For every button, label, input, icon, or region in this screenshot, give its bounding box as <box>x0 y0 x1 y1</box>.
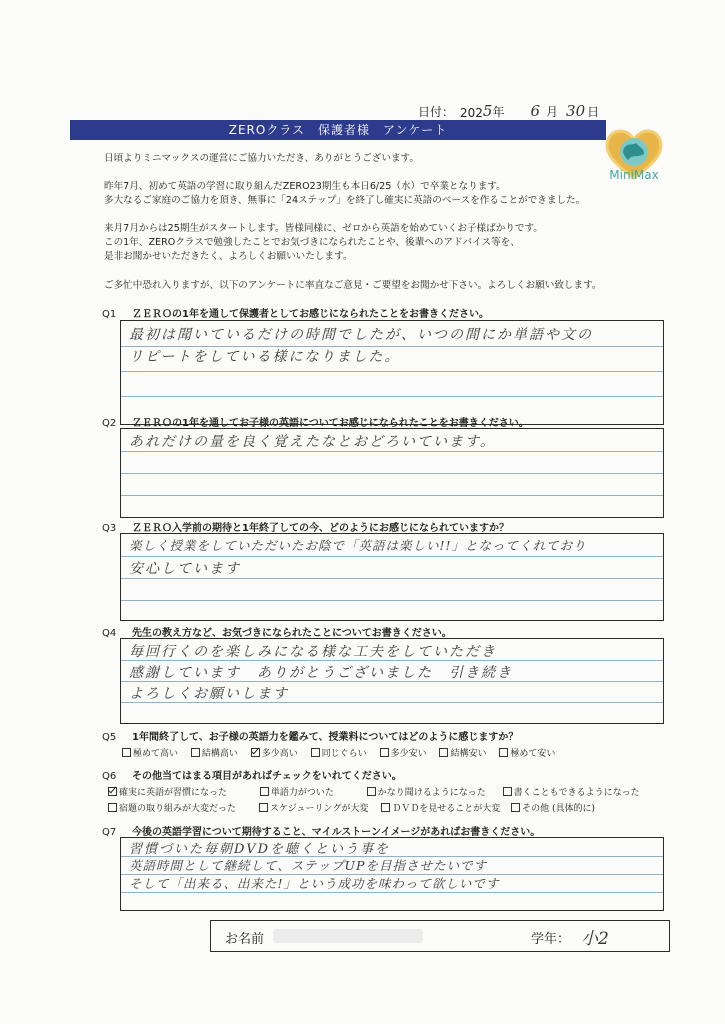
q7-number: Q7 <box>102 827 117 838</box>
q5-option[interactable]: 多少安い <box>380 749 427 759</box>
q5-option[interactable]: 極めて安い <box>499 749 555 759</box>
q3-heading <box>102 519 509 534</box>
date-month-written: 6 <box>530 102 541 120</box>
q1-number: Q1 <box>102 309 117 320</box>
intro-p2a: 昨年7月、初めて英語の学習に取り組んだZERO23期生も本日6/25（水）で卒業となります。 <box>104 181 506 192</box>
q6-number: Q6 <box>102 771 117 782</box>
q6-option-checked[interactable]: 確実に英語が習慣になった <box>108 788 227 798</box>
q6-options-row1 <box>108 785 650 798</box>
page-title: ZEROクラス 保護者様 アンケート <box>70 120 606 140</box>
q6-option[interactable]: その他 (具体的に) <box>511 804 595 814</box>
q3-answer-box[interactable] <box>120 533 664 621</box>
date-day-written: 30 <box>566 102 586 120</box>
q4-answer-line1: 毎回行くのを楽しみになる様な工夫をしていただき <box>129 644 497 660</box>
q7-answer-box[interactable] <box>120 837 664 911</box>
date-line <box>418 100 658 120</box>
q5-options <box>122 746 565 759</box>
q5-heading <box>102 728 518 743</box>
name-grade-box <box>210 920 670 952</box>
q5-option[interactable]: 結構安い <box>439 749 486 759</box>
intro-p3b: この1年、ZEROクラスで勉強したことでお気づきになられたことや、後輩へのアドバイス等を、 <box>104 237 520 248</box>
date-year-written: 5 <box>482 102 493 120</box>
intro-p3a: 来月7月からは25期生がスタートします。皆様同様に、ゼロから英語を始めていくお子様ばかりです。 <box>104 223 543 234</box>
checkbox-icon[interactable] <box>380 748 389 757</box>
q7-text: 今後の英語学習について期待すること、マイルストーンイメージがあればお書きください。 <box>132 827 541 838</box>
q1-answer-box[interactable] <box>120 320 664 425</box>
q4-answer-line3: よろしくお願いします <box>129 686 289 702</box>
name-label: お名前 <box>225 932 265 947</box>
q5-text: 1年間終了して、お子様の英語力を鑑みて、授業料についてはどのように感じますか？ <box>132 732 519 743</box>
checkbox-icon[interactable] <box>511 803 520 812</box>
checkbox-icon[interactable] <box>108 803 117 812</box>
q5-option-checked[interactable]: 多少高い <box>251 749 298 759</box>
intro-p4: ご多忙中恐れ入りますが、以下のアンケートに率直なご意見・ご要望をお聞かせ下さい。よろしくお願い致します。 <box>104 280 602 291</box>
q7-answer-line1: 習慣づいた毎朝DVDを聴くという事を <box>129 842 391 857</box>
checkbox-icon[interactable] <box>503 787 512 796</box>
checkbox-icon[interactable] <box>191 748 200 757</box>
q2-heading <box>102 414 529 429</box>
q3-answer-line1: 楽しく授業をしていただいたお陰で「英語は楽しい!!」となってくれており <box>129 538 587 553</box>
checkbox-icon[interactable] <box>311 748 320 757</box>
checkbox-icon[interactable] <box>439 748 448 757</box>
q6-option[interactable]: 単語力がついた <box>260 788 334 798</box>
q7-answer-line2: 英語時間として継続して、ステップUPを目指させたいです <box>129 858 487 873</box>
intro-p3c: 是非お聞かせいただきたく、よろしくお願いいたします。 <box>104 251 353 262</box>
q6-option[interactable]: ＤＶＤを見せることが大変 <box>381 804 500 814</box>
q5-option[interactable]: 極めて高い <box>122 749 178 759</box>
checkbox-icon[interactable] <box>260 787 269 796</box>
checkbox-icon[interactable] <box>499 748 508 757</box>
q2-number: Q2 <box>102 418 117 429</box>
q5-option[interactable]: 同じぐらい <box>311 749 367 759</box>
checkbox-icon[interactable] <box>381 803 390 812</box>
q5-option[interactable]: 結構高い <box>191 749 238 759</box>
q1-answer-line2: リピートをしている様になりました。 <box>129 349 401 365</box>
q6-options-row2 <box>108 801 605 814</box>
checkbox-icon[interactable] <box>367 787 376 796</box>
logo-text: MiniMax <box>609 168 659 182</box>
q1-text: ＺＥＲＯの1年を通して保護者としてお感じになられたことをお書きください。 <box>132 309 489 320</box>
q3-number: Q3 <box>102 523 117 534</box>
q5-number: Q5 <box>102 732 117 743</box>
checkbox-checked-icon[interactable] <box>108 787 117 796</box>
checkbox-icon[interactable] <box>259 803 268 812</box>
q3-text: ＺＥＲＯ入学前の期待と1年終了しての今、どのようにお感じになられていますか？ <box>132 523 509 534</box>
name-field-redacted[interactable] <box>273 929 423 943</box>
intro-p2b: 多大なるご家庭のご協力を頂き、無事に「24ステップ」を終了し確実に英語のベースを作ることができました。 <box>104 195 586 206</box>
grade-value[interactable]: 小2 <box>581 929 609 949</box>
q3-answer-line2: 安心しています <box>129 561 241 577</box>
q6-option[interactable]: 書くこともできるようになった <box>503 788 640 798</box>
q2-answer-line1: あれだけの量を良く覚えたなとおどろいています。 <box>129 434 496 450</box>
q4-text: 先生の教え方など、お気づきになられたことについてお書きください。 <box>132 628 452 639</box>
q4-answer-line2: 感謝しています ありがとうございました 引き続き <box>129 665 513 681</box>
q6-option[interactable]: 宿題の取り組みが大変だった <box>108 804 236 814</box>
checkbox-icon[interactable] <box>122 748 131 757</box>
q2-answer-box[interactable] <box>120 428 664 518</box>
q6-option[interactable]: かなり聞けるようになった <box>367 788 486 798</box>
checkbox-checked-icon[interactable] <box>251 748 260 757</box>
date-year-unit: 年 <box>492 105 505 119</box>
date-month-unit: 月 <box>546 105 559 119</box>
q1-heading <box>102 305 489 320</box>
q4-number: Q4 <box>102 628 117 639</box>
q4-answer-box[interactable] <box>120 638 664 724</box>
grade-label: 学年： <box>531 932 571 947</box>
q6-heading <box>102 767 402 782</box>
q1-answer-line1: 最初は聞いているだけの時間でしたが、いつの間にか単語や文の <box>129 327 593 343</box>
q2-text: ＺＥＲＯの1年を通してお子様の英語についてお感じになられたことをお書きください。 <box>132 418 529 429</box>
q4-heading <box>102 624 452 639</box>
date-day-unit: 日 <box>587 105 600 119</box>
date-label: 日付： <box>418 105 455 119</box>
q7-answer-line3: そして「出来る、出来た!」という成功を味わって欲しいです <box>129 876 500 891</box>
q6-text: その他当てはまる項目があればチェックをいれてください。 <box>132 771 402 782</box>
date-year-printed: 202 <box>460 106 483 120</box>
q6-option[interactable]: スケジューリングが大変 <box>259 804 368 814</box>
q7-heading <box>102 823 540 838</box>
intro-p1: 日頃よりミニマックスの運営にご協力いただき、ありがとうございます。 <box>104 153 419 164</box>
